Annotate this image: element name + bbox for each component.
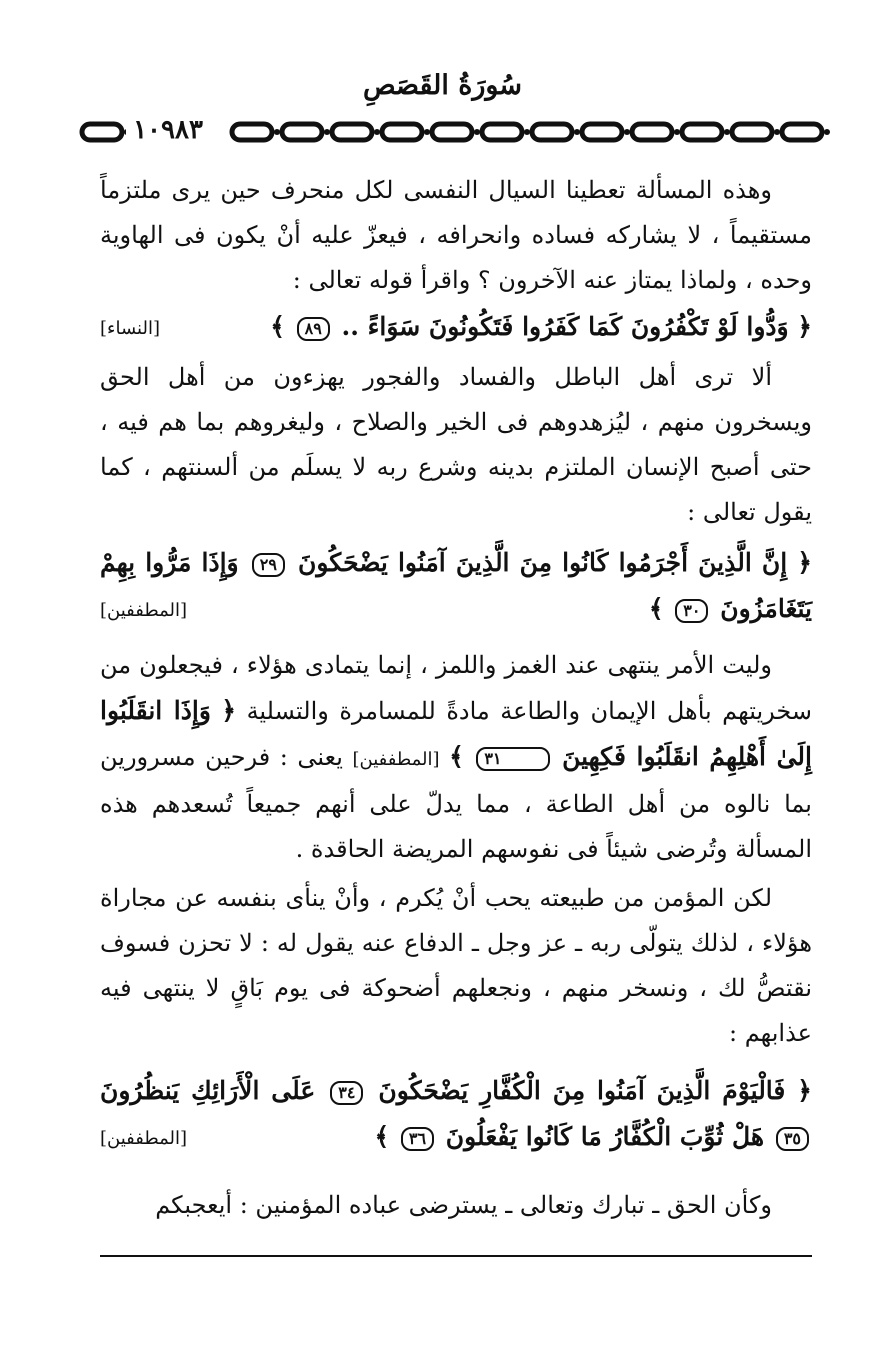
verse-text: وَدُّوا لَوْ تَكْفُرُونَ كَمَا كَفَرُوا فَتَكُونُونَ سَوَاءً .. — [341, 312, 789, 341]
chain-dot — [624, 129, 630, 135]
chain-link — [632, 124, 672, 140]
verse-text: وَإِذَا مَرُّوا بِهِمْ يَتَغَامَزُونَ — [100, 548, 812, 623]
chain-link — [732, 124, 772, 140]
verse-line — [100, 304, 812, 350]
chain-link — [432, 124, 472, 140]
verse-text: إِنَّ الَّذِينَ أَجْرَمُوا كَانُوا مِنَ الَّذِينَ آمَنُوا يَضْحَكُونَ — [298, 548, 788, 577]
chain-link — [532, 124, 572, 140]
verse-open-brace: ﴿ — [797, 312, 812, 341]
verse-line — [100, 540, 812, 632]
chain-link — [82, 124, 122, 140]
paragraph-5 — [100, 1183, 812, 1228]
paragraph-text-part: وليت الأمر ينتهى عند الغمز واللمز ، إنما يتمادى هؤلاء ، فيجعلون من سخريتهم بأهل الإيمان والطاعة مادةً للمسامرة والتسلية — [100, 651, 812, 725]
chain-dot — [424, 129, 430, 135]
surah-reference: [المطففين] — [100, 1128, 188, 1149]
verse-4 — [100, 1068, 812, 1162]
ayah-number: ٣٥ — [776, 1127, 809, 1151]
chain-link — [332, 124, 372, 140]
surah-title: سُورَةُ القَصَصِ — [362, 70, 523, 101]
chain-link — [282, 124, 322, 140]
chain-dot — [724, 129, 730, 135]
verse-text: وَإِذَا انقَلَبُوا إِلَىٰ أَهْلِهِمُ انقَلَبُوا فَكِهِينَ — [100, 696, 812, 771]
verse-close-brace: ﴾ — [449, 742, 464, 771]
chain-link — [382, 124, 422, 140]
paragraph-4 — [100, 876, 812, 1056]
verse-text: هَلْ ثُوِّبَ الْكُفَّارُ مَا كَانُوا يَفْعَلُونَ — [445, 1122, 765, 1151]
paragraph-2 — [100, 355, 812, 535]
page-number: ١٠٩٨٣ — [126, 112, 210, 148]
surah-reference: [النساء] — [100, 318, 160, 339]
chain-dot — [524, 129, 530, 135]
ayah-number: ٣١ — [476, 747, 549, 771]
verse-2 — [100, 540, 812, 634]
verse-text: عَلَى الْأَرَائِكِ يَنظُرُونَ — [100, 1076, 316, 1105]
verse-close-brace: ﴾ — [270, 312, 285, 341]
ayah-number: ٣٠ — [675, 599, 708, 623]
verse-open-brace: ﴿ — [797, 1076, 812, 1105]
verse-close-brace: ﴾ — [648, 594, 664, 623]
paragraph-1 — [100, 168, 812, 303]
verse-close-brace: ﴾ — [374, 1122, 390, 1151]
ayah-number: ٣٦ — [401, 1127, 434, 1151]
bottom-rule — [100, 1255, 812, 1257]
chain-link — [482, 124, 522, 140]
verse-line — [100, 1068, 812, 1160]
chain-link — [232, 124, 272, 140]
surah-reference: [المطففين] — [100, 600, 188, 621]
paragraph-text: لكن المؤمن من طبيعته يحب أنْ يُكرم ، وأنْ ينأى بنفسه عن مجاراة هؤلاء ، لذلك يتولّى ربه ـ عز وجل ـ الدفاع عنه يقول له : لا تحزن فسوف نقتصُّ لك ، ونسخر منهم ، ونجعلهم أضحوكة فى يوم بَاقٍ لا ينتهى فيه عذابهم : — [100, 884, 812, 1047]
paragraph-text: وهذه المسألة تعطينا السيال النفسى لكل منحرف حين يرى ملتزماً مستقيماً ، لا يشاركه فساده وانحرافه ، فيعزّ عليه أنْ يكون فى الهاوية وحده ، ولماذا يمتاز عنه الآخرون ؟ واقرأ قوله تعالى : — [100, 176, 812, 294]
paragraph-text — [100, 643, 812, 872]
chain-dot — [324, 129, 330, 135]
chain-dot — [824, 129, 830, 135]
chain-link — [782, 124, 822, 140]
ayah-number: ٢٩ — [252, 553, 285, 577]
chain-dot — [274, 129, 280, 135]
verse-text: فَالْيَوْمَ الَّذِينَ آمَنُوا مِنَ الْكُفَّارِ يَضْحَكُونَ — [378, 1076, 786, 1105]
ayah-number: ٨٩ — [297, 317, 330, 341]
chain-dot — [674, 129, 680, 135]
chain-link — [582, 124, 622, 140]
paragraph-text-part: يعنى : فرحين مسرورين بما نالوه من أهل الطاعة ، مما يدلّ على أنهم جميعاً تُسعدهم هذه المسألة وتُرضى شيئاً فى نفوسهم المريضة الحاقدة . — [100, 743, 812, 863]
chain-dot — [774, 129, 780, 135]
verse-1 — [100, 304, 812, 352]
paragraph-text: ألا ترى أهل الباطل والفساد والفجور يهزءون من أهل الحق ويسخرون منهم ، ليُزهدوهم فى الخير والصلاح ، وليغروهم بما هم فيه ، حتى أصبح الإنسان الملتزم بدينه وشرع ربه لا يسلَم من ألسنتهم ، كما يقول تعالى : — [100, 363, 812, 526]
chain-link — [682, 124, 722, 140]
verse-open-brace: ﴿ — [797, 548, 812, 577]
paragraph-3 — [100, 643, 812, 872]
verse-open-brace: ﴿ — [221, 696, 237, 725]
chain-dot — [374, 129, 380, 135]
paragraph-text: وكأن الحق ـ تبارك وتعالى ـ يسترضى عباده المؤمنين : أيعجبكم — [155, 1191, 772, 1219]
ayah-number: ٣٤ — [330, 1081, 363, 1105]
chain-dot — [574, 129, 580, 135]
surah-reference: [المطففين] — [352, 749, 440, 770]
chain-dot — [474, 129, 480, 135]
